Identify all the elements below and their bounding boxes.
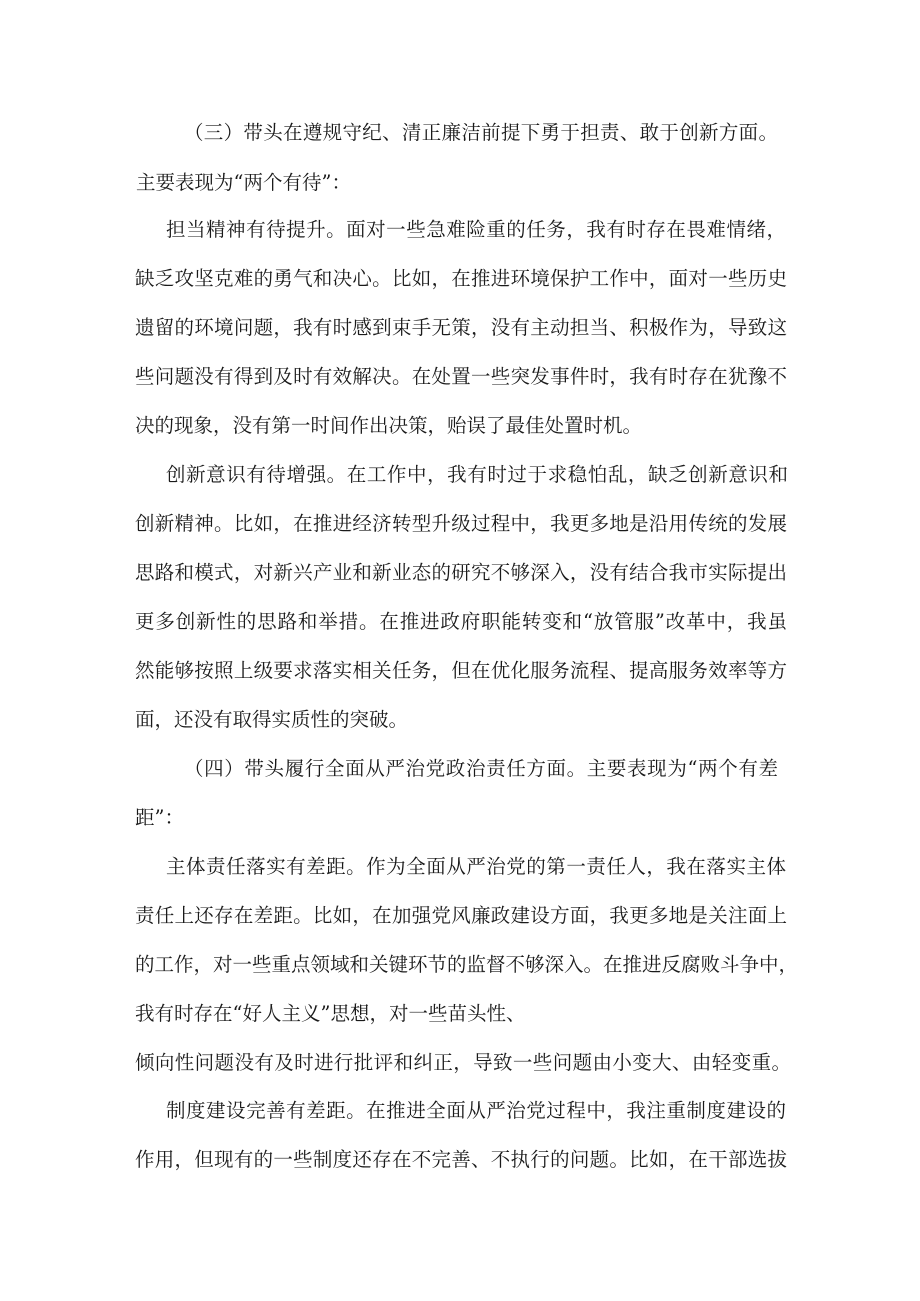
- text-line: 主体责任落实有差距。作为全面从严治党的第一责任人，我在落实主体: [166, 855, 786, 878]
- text-line: （四）带头履行全面从严治党政治责任方面。主要表现为“两个有差: [184, 757, 778, 780]
- text-line: 遗留的环境问题，我有时感到束手无策，没有主动担当、积极作为，导致这: [135, 316, 787, 339]
- text-line: 担当精神有待提升。面对一些急难险重的任务，我有时存在畏难情绪，: [166, 218, 786, 241]
- text-line: 的工作，对一些重点领域和关键环节的监督不够深入。在推进反腐败斗争中，: [135, 953, 799, 976]
- text-line: 缺乏攻坚克难的勇气和决心。比如，在推进环境保护工作中，面对一些历史: [135, 267, 787, 290]
- text-line: 然能够按照上级要求落实相关任务，但在优化服务流程、提高服务效率等方: [135, 659, 787, 682]
- text-line: 思路和模式，对新兴产业和新业态的研究不够深入，没有结合我市实际提出: [135, 561, 787, 584]
- text-line: 倾向性问题没有及时进行批评和纠正，导致一些问题由小变大、由轻变重。: [135, 1051, 791, 1074]
- text-line: （三）带头在遵规守纪、清正廉洁前提下勇于担责、敢于创新方面。: [184, 121, 778, 144]
- text-line: 更多创新性的思路和举措。在推进政府职能转变和“放管服”改革中，我虽: [135, 610, 787, 633]
- text-line: 距”：: [135, 806, 184, 829]
- text-line: 制度建设完善有差距。在推进全面从严治党过程中，我注重制度建设的: [166, 1099, 786, 1122]
- text-line: 面，还没有取得实质性的突破。: [135, 708, 409, 731]
- text-line: 些问题没有得到及时有效解决。在处置一些突发事件时，我有时存在犹豫不: [135, 365, 787, 388]
- text-line: 决的现象，没有第一时间作出决策，贻误了最佳处置时机。: [135, 414, 643, 437]
- text-line: 作用，但现有的一些制度还存在不完善、不执行的问题。比如，在干部选拔: [135, 1148, 787, 1171]
- text-line: 创新意识有待增强。在工作中，我有时过于求稳怕乱，缺乏创新意识和: [166, 463, 788, 486]
- text-line: 主要表现为“两个有待”：: [136, 171, 351, 194]
- text-line: 责任上还存在差距。比如，在加强党风廉政建设方面，我更多地是关注面上: [135, 904, 787, 927]
- text-line: 创新精神。比如，在推进经济转型升级过程中，我更多地是沿用传统的发展: [135, 512, 787, 535]
- text-line: 我有时存在“好人主义”思想，对一些苗头性、: [135, 1002, 526, 1025]
